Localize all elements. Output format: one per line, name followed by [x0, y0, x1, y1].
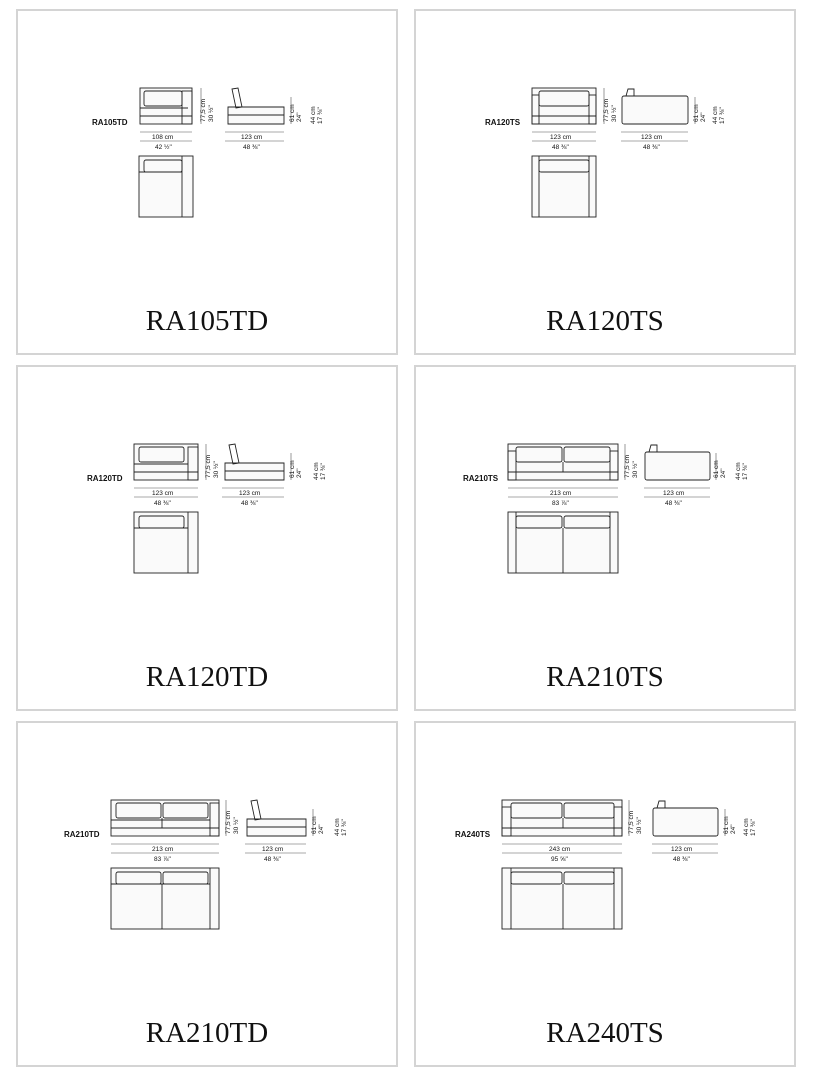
width-in: 48 ⅜"	[154, 500, 171, 507]
product-card-ra240ts[interactable]	[414, 721, 796, 1067]
seat-height-in: 24"	[296, 112, 303, 122]
model-code-label: RA210TD	[64, 830, 100, 839]
product-title: RA210TD	[145, 1017, 269, 1049]
dimension-drawing	[18, 11, 396, 353]
depth-cm: 123 cm	[641, 134, 663, 141]
front-view-drawing	[111, 800, 219, 836]
arm-height-in: 17 ⅜"	[750, 819, 757, 836]
depth-cm: 123 cm	[241, 134, 263, 141]
front-view-drawing	[532, 88, 596, 124]
height-in: 30 ½"	[213, 461, 220, 478]
product-card-ra105td[interactable]	[16, 9, 398, 355]
dimension-drawing	[18, 723, 396, 1065]
arm-height-cm: 44 cm	[712, 106, 719, 124]
depth-in: 48 ⅜"	[643, 144, 660, 151]
arm-height-in: 17 ⅜"	[719, 107, 726, 124]
product-card-ra120ts[interactable]	[414, 9, 796, 355]
width-cm: 213 cm	[550, 490, 572, 497]
top-view-drawing	[111, 868, 219, 929]
height-in: 30 ½"	[208, 105, 215, 122]
arm-height-cm: 44 cm	[735, 462, 742, 480]
depth-in: 48 ⅜"	[673, 856, 690, 863]
product-card-ra210td[interactable]	[16, 721, 398, 1067]
product-card-ra120td[interactable]	[16, 365, 398, 711]
seat-height-cm: 61 cm	[723, 816, 730, 834]
width-in: 48 ⅜"	[552, 144, 569, 151]
top-view-drawing	[502, 868, 622, 929]
depth-cm: 123 cm	[663, 490, 685, 497]
height-cm: 77,5 cm	[624, 454, 631, 478]
depth-cm: 123 cm	[239, 490, 261, 497]
depth-in: 48 ⅜"	[264, 856, 281, 863]
product-title: RA240TS	[546, 1017, 664, 1049]
side-view-drawing	[645, 445, 710, 480]
seat-height-cm: 61 cm	[289, 460, 296, 478]
height-in: 30 ½"	[611, 105, 618, 122]
front-view-drawing	[508, 444, 618, 480]
width-in: 42 ½"	[155, 144, 172, 151]
height-cm: 77,5 cm	[628, 810, 635, 834]
product-title: RA210TS	[546, 661, 664, 693]
height-in: 30 ½"	[632, 461, 639, 478]
seat-height-cm: 61 cm	[713, 460, 720, 478]
side-view-drawing	[622, 89, 688, 124]
width-in: 95 ⅝"	[551, 856, 568, 863]
side-view-drawing	[225, 444, 284, 480]
product-title: RA120TD	[145, 661, 269, 693]
seat-height-cm: 61 cm	[693, 104, 700, 122]
height-in: 30 ½"	[233, 817, 240, 834]
front-view-drawing	[140, 88, 192, 124]
model-code-label: RA240TS	[455, 830, 491, 839]
width-cm: 108 cm	[152, 134, 174, 141]
model-code-label: RA105TD	[92, 118, 128, 127]
side-view-drawing	[228, 88, 284, 124]
seat-height-cm: 61 cm	[289, 104, 296, 122]
arm-height-cm: 44 cm	[743, 818, 750, 836]
arm-height-cm: 44 cm	[334, 818, 341, 836]
height-cm: 77,5 cm	[200, 98, 207, 122]
front-view-drawing	[134, 444, 198, 480]
product-title: RA120TS	[546, 305, 664, 337]
width-in: 83 ⅞"	[552, 500, 569, 507]
height-cm: 77,5 cm	[225, 810, 232, 834]
product-card-ra210ts[interactable]	[414, 365, 796, 711]
front-view-drawing	[502, 800, 622, 836]
top-view-drawing	[139, 156, 193, 217]
depth-in: 48 ⅜"	[243, 144, 260, 151]
arm-height-in: 17 ⅜"	[742, 463, 749, 480]
top-view-drawing	[508, 512, 618, 573]
model-code-label: RA210TS	[463, 474, 499, 483]
arm-height-in: 17 ⅜"	[317, 107, 324, 124]
arm-height-cm: 44 cm	[310, 106, 317, 124]
height-cm: 77,5 cm	[205, 454, 212, 478]
arm-height-in: 17 ⅜"	[320, 463, 327, 480]
seat-height-in: 24"	[318, 824, 325, 834]
height-in: 30 ½"	[636, 817, 643, 834]
seat-height-in: 24"	[700, 112, 707, 122]
width-in: 83 ⅞"	[154, 856, 171, 863]
seat-height-in: 24"	[730, 824, 737, 834]
width-cm: 243 cm	[549, 846, 571, 853]
arm-height-in: 17 ⅜"	[341, 819, 348, 836]
depth-cm: 123 cm	[671, 846, 693, 853]
depth-in: 48 ⅜"	[665, 500, 682, 507]
arm-height-cm: 44 cm	[313, 462, 320, 480]
height-cm: 77,5 cm	[603, 98, 610, 122]
dimension-drawing	[18, 367, 396, 709]
seat-height-in: 24"	[296, 468, 303, 478]
dimension-drawing	[416, 723, 794, 1065]
width-cm: 123 cm	[550, 134, 572, 141]
seat-height-cm: 61 cm	[311, 816, 318, 834]
width-cm: 213 cm	[152, 846, 174, 853]
seat-height-in: 24"	[720, 468, 727, 478]
width-cm: 123 cm	[152, 490, 174, 497]
product-title: RA105TD	[145, 305, 269, 337]
dimension-drawing	[416, 367, 794, 709]
side-view-drawing	[653, 801, 718, 836]
dimension-drawing	[416, 11, 794, 353]
side-view-drawing	[247, 800, 306, 836]
top-view-drawing	[532, 156, 596, 217]
depth-in: 48 ⅜"	[241, 500, 258, 507]
top-view-drawing	[134, 512, 198, 573]
depth-cm: 123 cm	[262, 846, 284, 853]
model-code-label: RA120TS	[485, 118, 521, 127]
model-code-label: RA120TD	[87, 474, 123, 483]
